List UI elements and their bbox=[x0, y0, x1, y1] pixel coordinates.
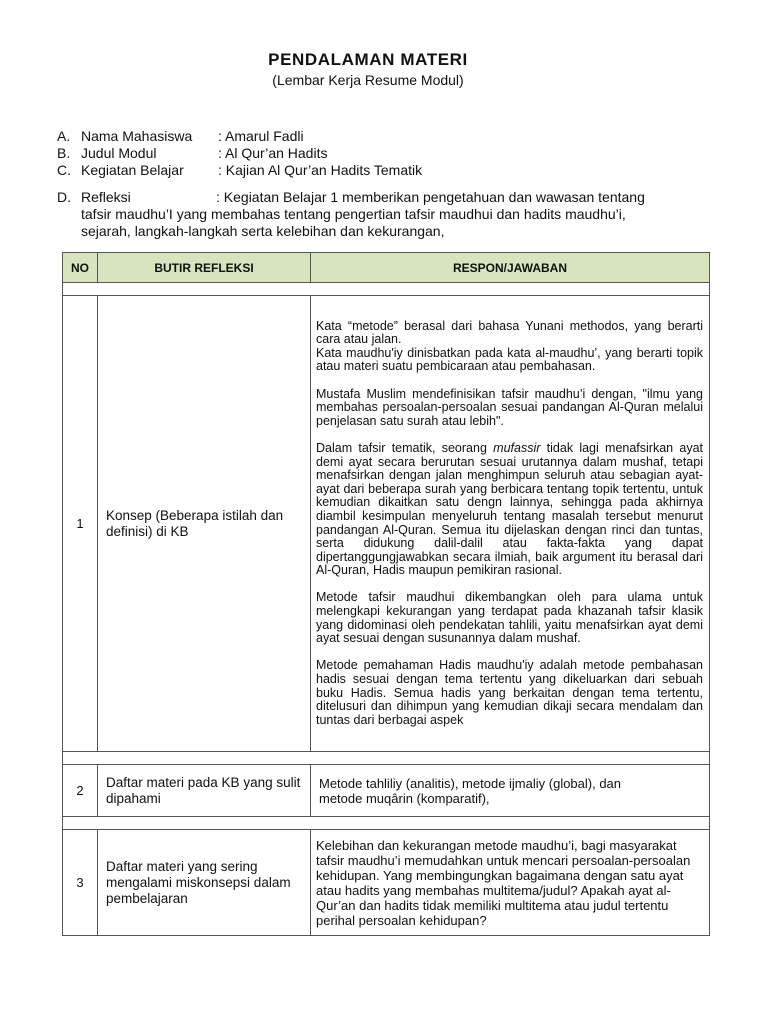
reflection-letter: D. bbox=[57, 189, 71, 205]
response-emphasis: mufassir bbox=[493, 440, 541, 455]
response-text: Kata “metode” berasal dari bahasa Yunani methodos, yang berarti cara atau jalan. bbox=[316, 318, 703, 347]
table-row bbox=[63, 830, 710, 936]
info-value: : Kajian Al Qur’an Hadits Tematik bbox=[218, 162, 423, 178]
info-letter: A. bbox=[57, 128, 71, 144]
response-text: Kelebihan dan kekurangan metode maudhu’i, bagi masyarakat tafsir maudhu’i memudahkan untuk mencari persoalan-persoalan kehidupan. Yang membingungkan bagaimana dengan satu ayat atau hadits yang membahas multitema/judul? Apakah ayat al-Qur’an dan hadits tidak memiliki multitema atau judul tertentu perihal persoalan kehidupan? bbox=[316, 837, 691, 928]
reflection-section bbox=[57, 189, 697, 240]
info-row-activity bbox=[57, 162, 422, 179]
butir-text: Daftar materi yang sering mengalami miskonsepsi dalam pembelajaran bbox=[106, 858, 291, 906]
response-text: tidak lagi menafsirkan ayat demi ayat secara berurutan sesuai urutannya dalam mushaf, tetapi menafsirkan dengan jalan menghimpun seluruh atau sebagian ayat-ayat dari beberapa surah yang berbicara tentang topik tertentu, untuk kemudian dikaitkan satu dengn lainnya, sehingga pada akhirnya diambil kesimpulan menyeluruh tentang masalah tersebut menurut pandangan Al-Quran. Semua itu dijelaskan dengan rinci dan tuntas, serta didukung dalil-dalil atau fakta-fakta yang dapat dipertanggungjawabkan secara ilmiah, baik argument itu berasal dari Al-Quran, Hadis maupun pemikiran rasional. bbox=[316, 440, 704, 578]
info-row-name bbox=[57, 128, 422, 145]
response-text: Metode tahliliy (analitis), metode ijmaliy (global), dan bbox=[319, 775, 622, 791]
info-key: Kegiatan Belajar bbox=[81, 162, 184, 178]
table-spacer bbox=[63, 283, 710, 296]
page-title: PENDALAMAN MATERI bbox=[268, 50, 468, 69]
response-text: metode muqârin (komparatif), bbox=[319, 790, 490, 806]
response-paragraph bbox=[316, 320, 703, 374]
reflection-line: tafsir maudhu’I yang membahas tentang pengertian tafsir maudhui dan hadits maudhu’i, bbox=[81, 206, 626, 222]
table-row bbox=[63, 765, 710, 817]
response-text: Kata maudhu'iy dinisbatkan pada kata al-maudhu’, yang berarti topik atau materi suatu pembicaraan atau pembahasan. bbox=[316, 345, 703, 374]
row-butir bbox=[98, 765, 311, 817]
reflection-first-line: : Kegiatan Belajar 1 memberikan pengetahuan dan wawasan tentang bbox=[216, 189, 645, 205]
response-paragraph: Mustafa Muslim mendefinisikan tafsir maudhu’i dengan, "ilmu yang membahas persoalan-persoalan sesuai pandangan Al-Quran melalui penjelasan satu surah atau lebih". bbox=[316, 386, 703, 428]
table-header-row bbox=[63, 253, 710, 283]
butir-text: Konsep (Beberapa istilah dan definisi) di KB bbox=[106, 507, 284, 539]
reflection-table bbox=[62, 252, 710, 936]
info-letter: C. bbox=[57, 162, 71, 178]
header-butir: BUTIR REFLEKSI bbox=[98, 253, 311, 283]
table-spacer bbox=[63, 752, 710, 765]
info-row-module bbox=[57, 145, 422, 162]
header-no: NO bbox=[63, 253, 98, 283]
response-paragraph: Metode pemahaman Hadis maudhu'iy adalah metode pembahasan hadis sesuai dengan tema tertentu yang dikeluarkan dari sebuah buku Hadis. Semua hadis yang berkaitan dengan tema tertentu, ditelusuri dan dihimpun yang kemudian dikaji secara mendalam dan tuntas dari berbagai aspek bbox=[316, 658, 703, 727]
response-paragraph bbox=[316, 442, 703, 578]
table-row bbox=[63, 296, 710, 752]
row-butir bbox=[98, 830, 311, 936]
response-paragraph: Metode tafsir maudhui dikembangkan oleh para ulama untuk melengkapi kekurangan yang terdapat pada khazanah tafsir klasik yang didominasi oleh pendekatan tahlili, yaitu menafsirkan ayat demi ayat sesuai dengan susunannya dalam mushaf. bbox=[316, 590, 703, 646]
info-key: Nama Mahasiswa bbox=[81, 128, 193, 144]
row-number: 2 bbox=[63, 765, 98, 817]
row-response bbox=[311, 296, 710, 752]
row-response bbox=[311, 830, 710, 936]
student-info bbox=[57, 128, 422, 179]
header-respon: RESPON/JAWABAN bbox=[311, 253, 710, 283]
butir-text: Daftar materi pada KB yang sulit dipahami bbox=[106, 774, 301, 806]
page-subtitle: (Lembar Kerja Resume Modul) bbox=[272, 72, 464, 88]
reflection-line: sejarah, langkah-langkah serta kelebihan dan kekurangan, bbox=[81, 223, 445, 239]
info-letter: B. bbox=[57, 145, 71, 161]
reflection-key: Refleksi bbox=[81, 189, 131, 205]
row-number: 1 bbox=[63, 296, 98, 752]
response-text: Dalam tafsir tematik, seorang bbox=[316, 440, 487, 455]
info-value: : Al Qur’an Hadits bbox=[218, 145, 328, 161]
row-response bbox=[311, 765, 710, 817]
row-number: 3 bbox=[63, 830, 98, 936]
row-butir bbox=[98, 296, 311, 752]
info-key: Judul Modul bbox=[81, 145, 157, 161]
table-spacer bbox=[63, 817, 710, 830]
info-value: : Amarul Fadli bbox=[218, 128, 304, 144]
